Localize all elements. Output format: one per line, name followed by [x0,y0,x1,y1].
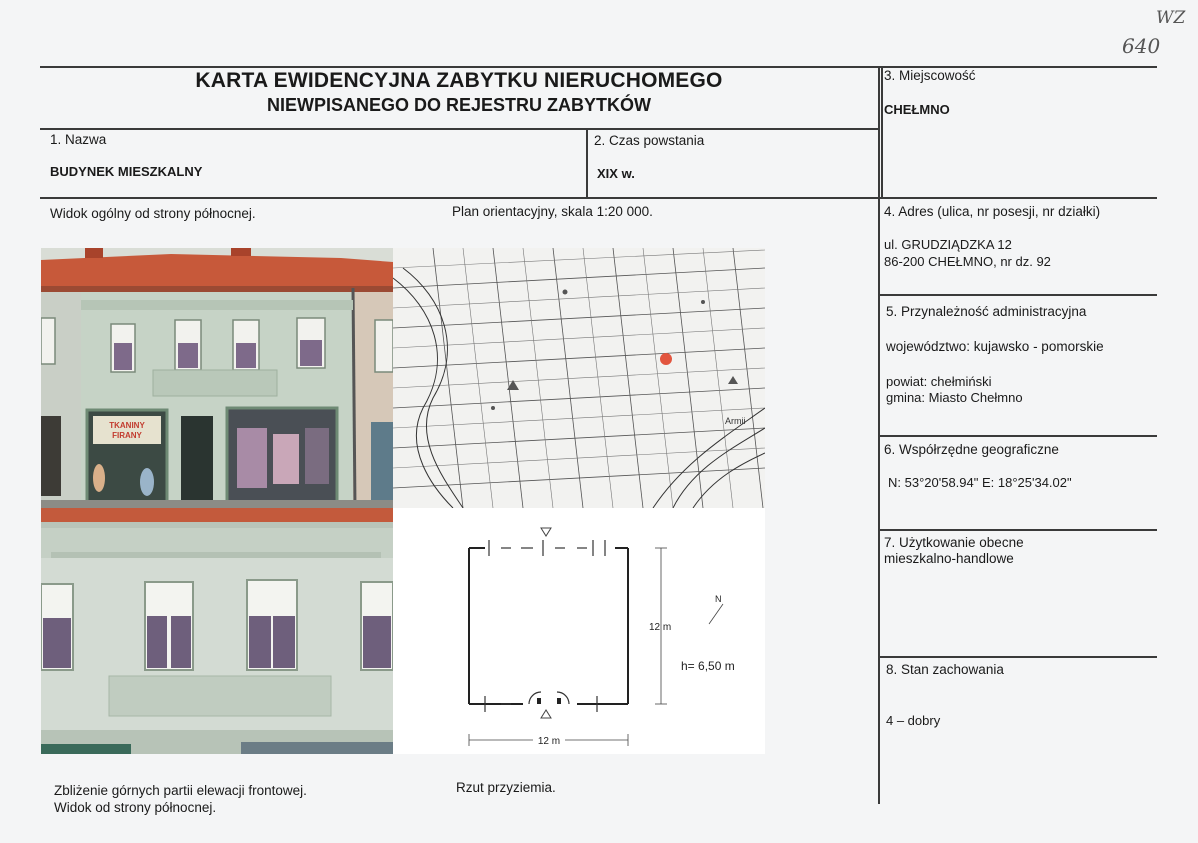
caption-plan: Plan orientacyjny, skala 1:20 000. [452,204,653,219]
north-arrow-label: N [715,594,722,604]
card-title-line2: NIEWPISANEGO DO REJESTRU ZABYTKÓW [266,95,652,115]
uzytkowanie-label: 7. Użytkowanie obecne [884,535,1024,550]
nazwa-value: BUDYNEK MIESZKALNY [50,164,203,179]
caption-zblizenie-line2: Widok od strony północnej. [54,800,217,815]
adres-line2: 86-200 CHEŁMNO, nr dz. 92 [884,254,1051,269]
shop-sign-line1: TKANINY [109,421,145,430]
orientation-map [393,248,765,508]
caption-zblizenie-line1: Zbliżenie górnych partii elewacji frontowej. [54,783,307,798]
adres-label: 4. Adres (ulica, nr posesji, nr działki) [884,204,1101,219]
plan-height-label: h= 6,50 m [681,659,735,673]
stan-value: 4 – dobry [886,713,941,728]
photo-facade-closeup [41,508,393,754]
powiat-value: powiat: chełmiński [886,374,992,389]
caption-widok: Widok ogólny od strony północnej. [50,206,256,221]
plan-width-label: 12 m [537,736,561,747]
row1-bottom-line [40,197,1157,199]
sep-wspolrzedne [880,529,1157,531]
card-title-line1: KARTA EWIDENCYJNA ZABYTKU NIERUCHOMEGO [195,69,723,92]
handwritten-mark-top: WZ [1156,8,1186,28]
title-bottom-line [40,128,878,130]
przynaleznosc-label: 5. Przynależność administracyjna [886,304,1087,319]
wojewodztwo-value: województwo: kujawsko - pomorskie [886,339,1104,354]
wspolrzedne-value: N: 53°20'58.94" E: 18°25'34.02" [888,475,1072,490]
col-divider-czas [586,128,588,198]
sep-uzytkowanie [880,656,1157,658]
uzytkowanie-value: mieszkalno-handlowe [884,551,1014,566]
photo-general-view [41,248,393,508]
shop-sign-line2: FIRANY [112,431,142,440]
adres-line1: ul. GRUDZIĄDZKA 12 [884,237,1012,252]
czas-value: XIX w. [597,166,635,181]
sep-przynaleznosc [880,435,1157,437]
stan-label: 8. Stan zachowania [886,662,1004,677]
czas-label: 2. Czas powstania [594,133,705,148]
frame-top-line [40,66,1157,68]
miejscowosc-label: 3. Miejscowość [884,68,976,83]
caption-rzut: Rzut przyziemia. [456,780,556,795]
location-marker [660,353,672,365]
nazwa-label: 1. Nazwa [50,132,107,147]
plan-depth-label: 12 m [649,622,672,633]
miejscowosc-value: CHEŁMNO [884,102,950,117]
wspolrzedne-label: 6. Współrzędne geograficzne [884,442,1059,457]
map-street-label: Armii [725,416,746,426]
gmina-value: gmina: Miasto Chełmno [886,390,1023,405]
right-column-inner-divider [881,66,883,198]
floor-plan [393,508,765,754]
sep-adres [880,294,1157,296]
handwritten-number: 640 [1122,34,1161,58]
